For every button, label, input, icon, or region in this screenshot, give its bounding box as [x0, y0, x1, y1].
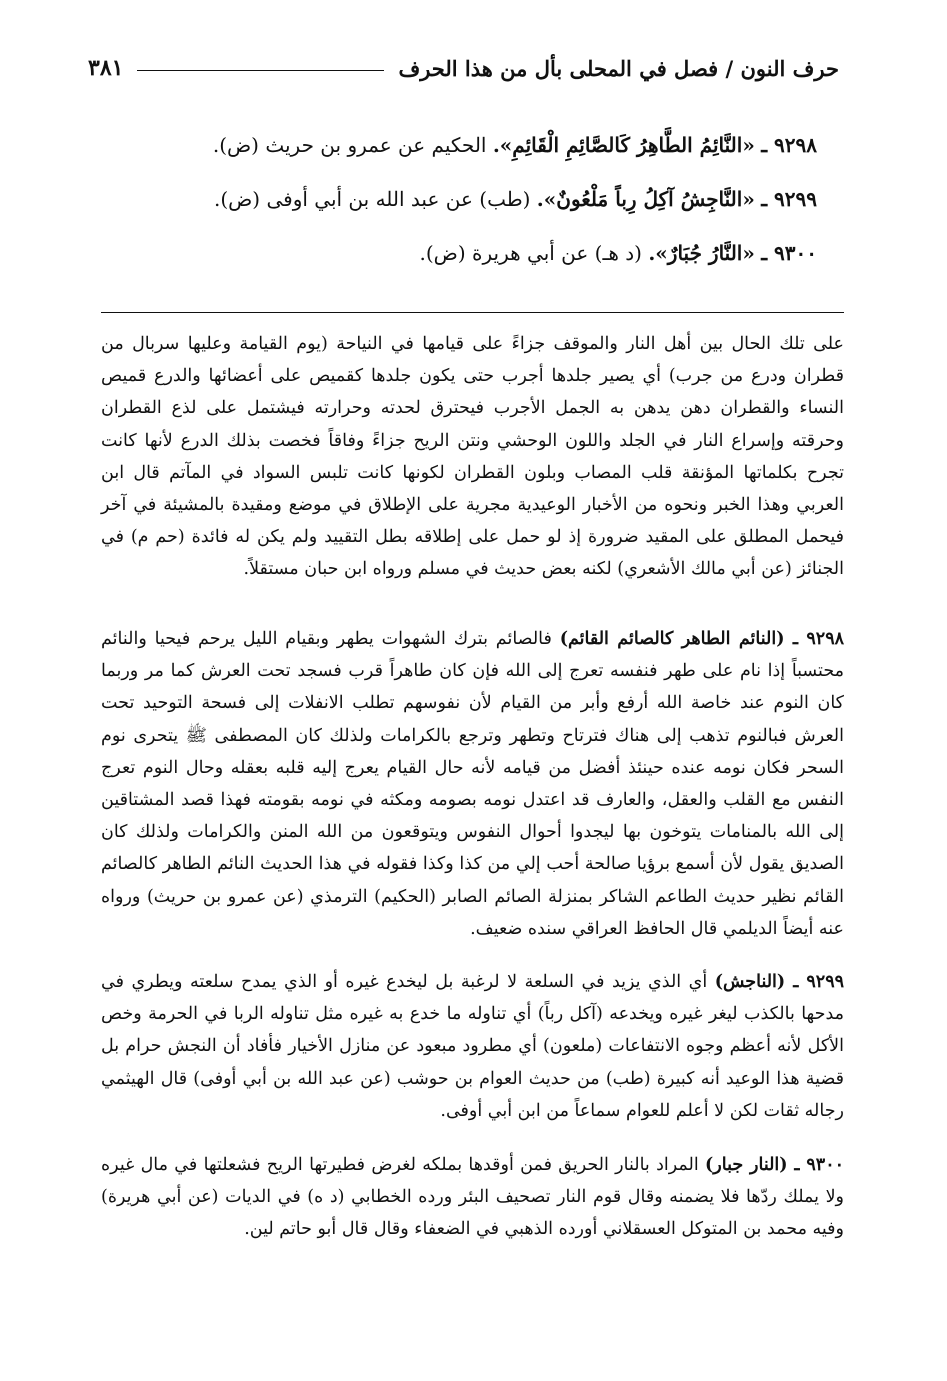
header-rule — [137, 70, 384, 71]
hadith-source: (طب) عن عبد الله بن أبي أوفى (ض). — [213, 187, 531, 211]
hadith-text: «النَّارُ جُبَارٌ». — [648, 241, 755, 265]
commentary-paragraph — [101, 966, 844, 1144]
hadith-source: (د هـ) عن أبي هريرة (ض). — [419, 241, 642, 265]
commentary-text: المراد بالنار الحريق فمن أوقدها بملكه لغرض فطيرتها الريح فشعلتها في مال غيره ولا يملك ردّها فلا يضمنه وقال قوم النار تصحيف البئر ورده الخطابي (د ه) في الديات (عن أبي هريرة) وفيه محمد بن المتوكل العسقلاني أورده الذهبي في الضعفاء وقال قال أبو حاتم لين. — [101, 1155, 844, 1240]
hadith-text: «النَّائِمُ الطَّاهِرُ كَالصَّائِمِ الْقَائِمِ». — [492, 133, 755, 157]
commentary-section — [101, 328, 844, 1266]
chapter-title: حرف النون / فصل في المحلى بأل من هذا الحرف — [398, 55, 839, 81]
commentary-text: أي الذي يزيد في السلعة لا لرغبة بل ليخدع غيره أو الذي يمدح سلعته ويطري في مدحها بالكذب ليغر غيره ويخدعه (آكل رباً) أي تناوله ما خدع به غيره مثل تناوله الربا في الحرمة وخص الأكل لأنه أعظم وجوه الانتفاعات (ملعون) أي مطرود مبعود عن منازل الأخيار فأفاد أن النجش حرام بل قضية هذا الوعيد أنه كبيرة (طب) من حديث العوام بن حوشب (عن عبد الله بن أبي أوفى) قال الهيثمي رجاله ثقات لكن لا أعلم للعوام سماعاً من ابن أبي أوفى. — [101, 972, 844, 1121]
commentary-paragraph — [101, 1149, 844, 1261]
hadith-number: ٩٣٠٠ ـ — [761, 241, 817, 265]
commentary-paragraph — [101, 623, 844, 961]
hadith-number: ٩٢٩٨ ـ — [761, 133, 817, 157]
hadith-text: «النَّاجِشُ آكِلُ رِباً مَلْعُونٌ». — [536, 187, 755, 211]
hadith-entry — [120, 226, 817, 280]
commentary-lead: ٩٢٩٩ ـ (الناجش) — [714, 972, 844, 992]
hadith-entries — [120, 118, 817, 280]
hadith-source: الحكيم عن عمرو بن حريث (ض). — [212, 133, 487, 157]
commentary-text: فالصائم بترك الشهوات يطهر وبقيام الليل يرحم فيحيا والنائم محتسباً إذا نام على طهر فنفسه تعرج إلى الله فإن كان طاهراً قرب فسجد تحت العرش كما مر وربما كان النوم عند خاصة الله أرفع وأبر من القيام لأن نفوسهم تطلب الانفلات إلى فسحة التوحيد تحت العرش فبالنوم تذهب إلى هناك فترتاح وتطهر وترجع بالكرامات ولذلك كان المصطفى ﷺ يتحرى نوم السحر فكان نومه عنده حينئذ أفضل من قيامه لأنه حال القيام يعرج إليه قلبه بعقله وحال النوم تعرج النفس مع القلب والعقل، والعارف قد اعتدل نومه بصومه ومكثه في نومه بقومته فهذا قصد المشتاقين إلى الله بالمنامات يتوخون بها ليجدوا أحوال النفوس ويتوقعون من الله المنن والكرامات ولذلك كان الصديق يقول لأن أسمع برؤيا صالحة أحب إلي من كذا وكذا فقوله في هذا الحديث النائم الطاهر كالصائم القائم نظير حديث الطاعم الشاكر بمنزلة الصائم الصابر (الحكيم) الترمذي (عن عمرو بن حريث) ورواه عنه أيضاً الديلمي قال الحافظ العراقي سنده ضعيف. — [101, 629, 844, 939]
footnote-separator — [101, 312, 844, 313]
hadith-number: ٩٢٩٩ ـ — [761, 187, 817, 211]
hadith-entry — [120, 172, 817, 226]
commentary-text: على تلك الحال بين أهل النار والموقف جزاءً على قيامها في النياحة (يوم القيامة وعليها سربال من قطران ودرع من جرب) أي يصير جلدها أجرب حتى يكون جلدها كقميص على أعضائها والدرع قميص النساء والقطران دهن يدهن به الجمل الأجرب فيحترق لحدته وحرارته فيشتمل على لذع القطران وحرقته وإسراع النار في الجلد واللون الوحشي ونتن الريح جزاءً وفاقاً فخصت بذلك الدرع لأنها كانت تجرح بكلماتها المؤنقة قلب المصاب وبلون القطران لكونها كانت تلبس السواد في المآتم قال ابن العربي وهذا الخبر ونحوه من الأخبار الوعيدية مجرية على الإطلاق في موضع ومقيدة بالمشيئة في آخر فيحمل المطلق على المقيد ضرورة إذ لو حمل على إطلاقه بطل التقييد ولم يكن له فائدة (حم م) في الجنائز (عن أبي مالك الأشعري) لكنه بعض حديث في مسلم ورواه ابن حبان مستقلاً. — [101, 334, 844, 580]
commentary-paragraph — [101, 328, 844, 618]
commentary-lead: ٩٢٩٨ ـ (النائم الطاهر كالصائم القائم) — [559, 629, 845, 649]
page-number: ٣٨١ — [88, 55, 124, 81]
hadith-entry — [120, 118, 817, 172]
running-header — [88, 50, 839, 86]
commentary-lead: ٩٣٠٠ ـ (النار جبار) — [705, 1155, 844, 1175]
